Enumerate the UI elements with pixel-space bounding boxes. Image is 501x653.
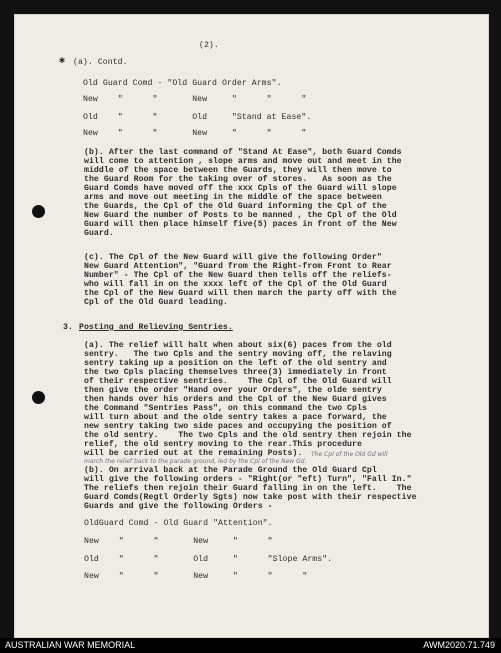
section-3a-line: then give the order "Hand over your Orders", the olde sentry (84, 386, 382, 395)
para-b-line: Guard will then place himself five(5) paces in front of the New (84, 220, 397, 229)
section-3a-line: sentry. The two Cpls and the sentry moving off, the relaving (84, 350, 392, 359)
section-3b-line: The reliefs then rejoin their Guard falling in on the left. The (84, 484, 412, 493)
command-line: Old " " Old " "Slope Arms". (84, 555, 333, 564)
para-b-line: Guard Comds have moved off the xxx Cpls of the Guard will slope (84, 184, 397, 193)
para-c-line: the Cpl of the New Guard will then march the party off with the (84, 289, 397, 298)
section-3a-line: sentry taking up a position on the left of the old sentry and (84, 359, 387, 368)
section-3a-line: will turn about and the olde sentry takes a pace forward, the (84, 413, 387, 422)
para-c-line: Cpl of the Old Guard leading. (84, 298, 228, 307)
para-b-line: the Guards, the Cpl of the Old Guard informing the Cpl of the (84, 202, 387, 211)
section-3a-line: then hands over his orders and the Cpl of the New Guard gives (84, 395, 387, 404)
para-b-line: middle of the space between the Guards, they will then move to (84, 166, 392, 175)
para-c-line: New Guard Attention", "Guard from the Right-from Front to Rear (84, 262, 392, 271)
footer-institution: AUSTRALIAN WAR MEMORIAL (5, 640, 136, 650)
command-line: New " " New " " (84, 537, 273, 546)
section-3a-line: new sentry taking two side paces and occupying the position of (84, 422, 392, 431)
section-3a-line: the old sentry. The two Cpls and the old sentry then rejoin the (84, 431, 412, 440)
section-3-number: 3. (63, 323, 73, 332)
punch-hole (32, 391, 45, 404)
para-c-line: Number" - The Cpl of the New Guard then tells off the reliefs- (84, 271, 392, 280)
command-line: Old " " Old "Stand at Ease". (83, 113, 312, 122)
para-b-line: New Guard the number of Posts to be manned , the Cpl of the Old (84, 211, 397, 220)
section-3a-line: (a). The relief will halt when about six(6) paces from the old (84, 341, 392, 350)
section-3a-line: will be carried out at the remaining Posts). (84, 449, 303, 458)
para-b-line: Guard. (84, 229, 114, 238)
para-b-line: arms and move out meeting in the middle of the space between (84, 193, 382, 202)
footer-accession-number: AWM2020.71.749 (423, 640, 495, 650)
section-3a-line: the two Cpls placing themselves three(3) immediately in front (84, 368, 387, 377)
section-3b-line: will give the following orders - "Right(or "eft) Turn", "Fall In." (84, 475, 412, 484)
margin-mark: ✱ (59, 56, 66, 67)
section-3b-line: Guard Comds(Regtl Orderly Sgts) now take post with their respective (84, 493, 417, 502)
section-3b-line: Guards and give the following Orders - (84, 502, 273, 511)
command-line: New " " New " " " (83, 95, 307, 104)
handwritten-annotation: The Cpl of the Old Gd will (311, 451, 388, 458)
handwritten-annotation: march the relief back to the parade ground, led by the Cpl of the New Gd. (84, 458, 307, 465)
punch-hole (32, 205, 45, 218)
para-b-line: will come to attention , slope arms and move out and meet in the (84, 157, 402, 166)
document-page (14, 14, 489, 638)
para-a-heading: (a). Contd. (73, 58, 128, 67)
section-3-title: Posting and Relieving Sentries. (79, 323, 233, 332)
para-c-line: who will fall in on the xxxx left of the Cpl of the Old Guard (84, 280, 387, 289)
command-line: OldGuard Comd - Old Guard "Attention". (84, 519, 273, 528)
para-c-line: (c). The Cpl of the New Guard will give the following Order" (84, 253, 382, 262)
section-3a-line: of their respective sentries. The Cpl of the Old Guard will (84, 377, 392, 386)
archive-footer (0, 638, 501, 653)
para-b-line: (b). After the last command of "Stand At Ease", both Guard Comds (84, 148, 402, 157)
command-line: New " " New " " " (84, 572, 308, 581)
page-number: (2). (199, 41, 219, 50)
section-3a-line: relief, the old sentry moving to the rear.This procedure (84, 440, 362, 449)
command-line: Old Guard Comd - "Old Guard Order Arms". (83, 79, 282, 88)
para-b-line: the Guard Room for the taking over of stores. As soon as the (84, 175, 392, 184)
section-3b-line: (b). On arrival back at the Parade Ground the Old Guard Cpl (84, 466, 377, 475)
section-3a-line: the Command "Sentries Pass", on this command the two Cpls (84, 404, 367, 413)
command-line: New " " New " " " (83, 129, 307, 138)
